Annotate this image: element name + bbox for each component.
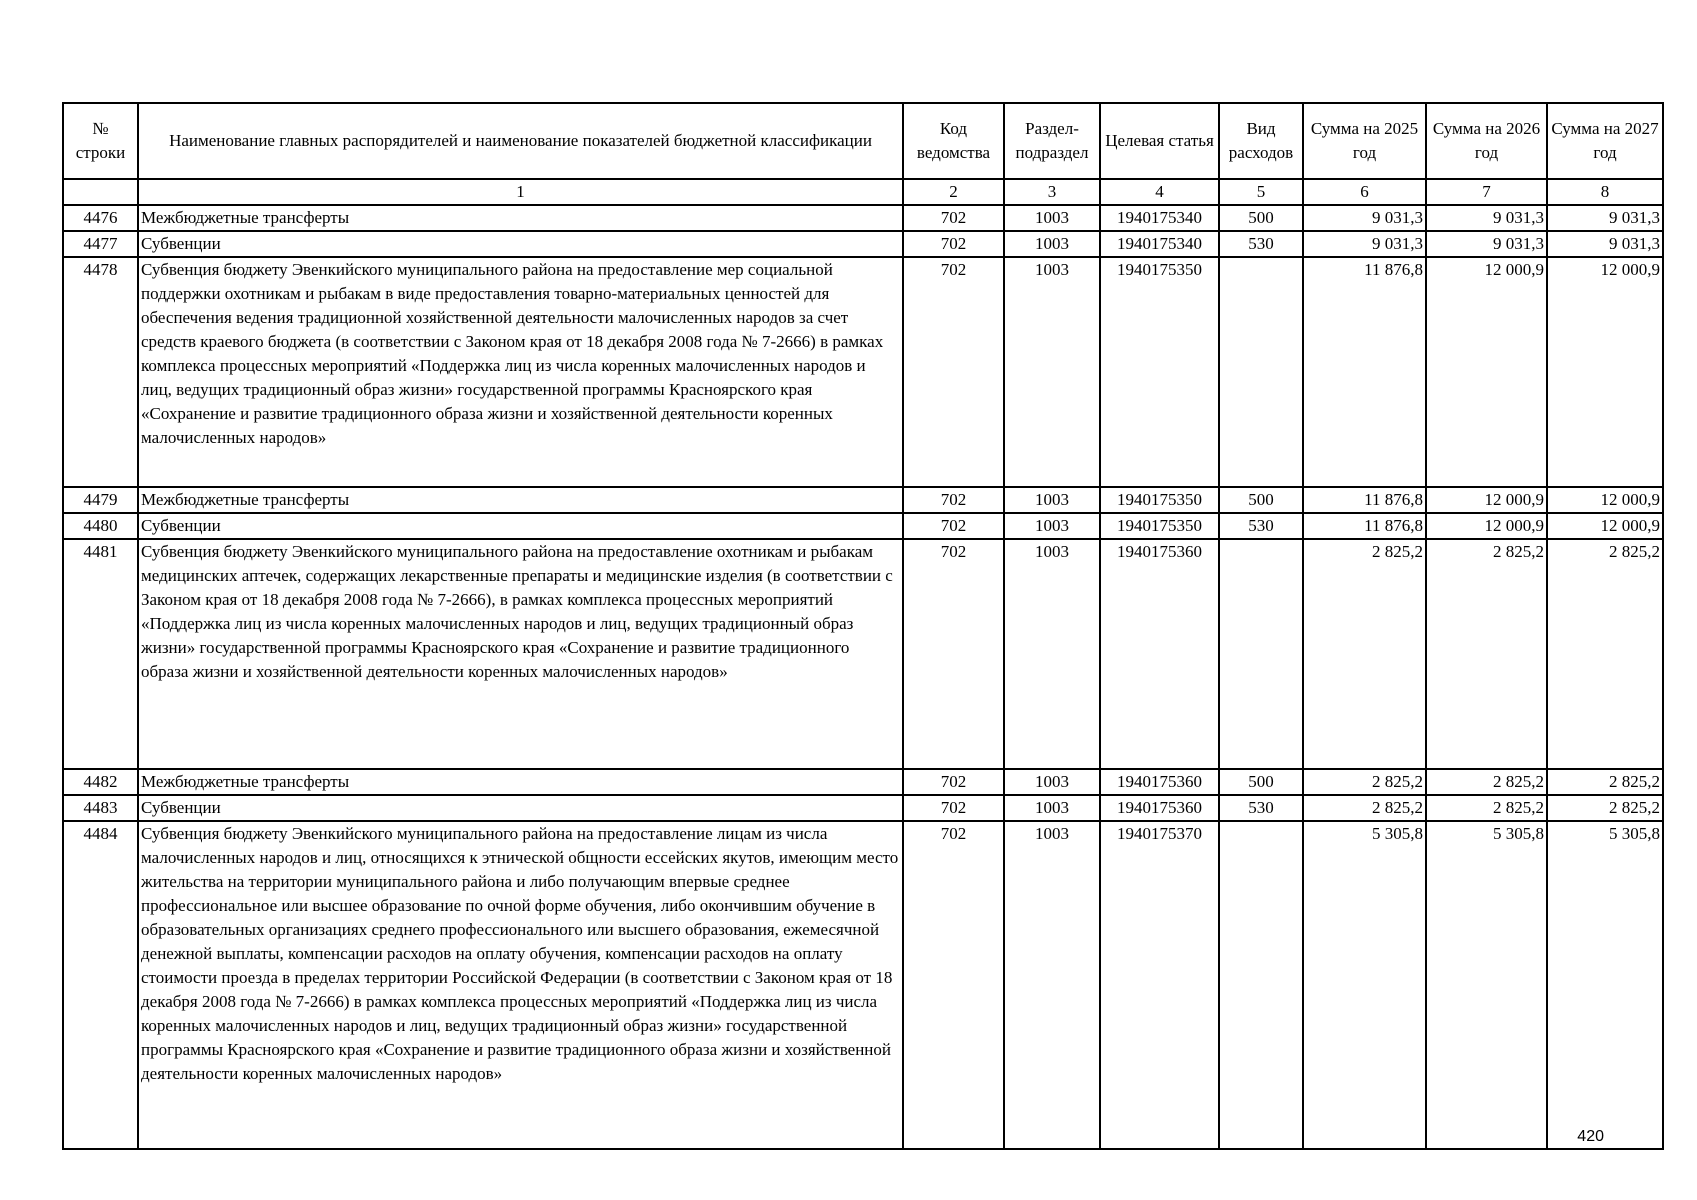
column-index: 3 <box>1004 179 1100 205</box>
row-number: 4476 <box>63 205 138 231</box>
table-row <box>63 513 1663 539</box>
row-dept-code: 702 <box>903 231 1004 257</box>
row-sum-2027: 12 000,9 <box>1547 487 1663 513</box>
row-sum-2025: 11 876,8 <box>1303 487 1426 513</box>
column-index: 2 <box>903 179 1004 205</box>
header-section: Раздел-подраздел <box>1004 103 1100 179</box>
row-sum-2027: 12 000,9 <box>1547 513 1663 539</box>
row-sum-2027: 2 825,2 <box>1547 539 1663 769</box>
row-exp-type: 530 <box>1219 795 1303 821</box>
header-dept-code: Код ведомства <box>903 103 1004 179</box>
row-dept-code: 702 <box>903 205 1004 231</box>
header-name: Наименование главных распорядителей и наименование показателей бюджетной классификации <box>138 103 903 179</box>
row-exp-type: 500 <box>1219 487 1303 513</box>
row-number: 4482 <box>63 769 138 795</box>
row-section: 1003 <box>1004 257 1100 487</box>
row-target: 1940175370 <box>1100 821 1219 1149</box>
row-exp-type: 530 <box>1219 231 1303 257</box>
row-sum-2027: 2 825,2 <box>1547 795 1663 821</box>
row-sum-2026: 2 825,2 <box>1426 769 1547 795</box>
row-target: 1940175350 <box>1100 513 1219 539</box>
row-sum-2025: 9 031,3 <box>1303 231 1426 257</box>
row-exp-type <box>1219 821 1303 1149</box>
row-dept-code: 702 <box>903 487 1004 513</box>
row-exp-type <box>1219 539 1303 769</box>
row-section: 1003 <box>1004 539 1100 769</box>
row-target: 1940175360 <box>1100 539 1219 769</box>
row-sum-2027: 9 031,3 <box>1547 205 1663 231</box>
row-exp-type: 500 <box>1219 769 1303 795</box>
row-dept-code: 702 <box>903 257 1004 487</box>
table-row <box>63 257 1663 487</box>
row-section: 1003 <box>1004 205 1100 231</box>
row-number: 4478 <box>63 257 138 487</box>
row-sum-2026: 12 000,9 <box>1426 487 1547 513</box>
page-number: 420 <box>1577 1128 1604 1145</box>
row-number: 4480 <box>63 513 138 539</box>
row-dept-code: 702 <box>903 539 1004 769</box>
row-target: 1940175360 <box>1100 769 1219 795</box>
header-row-no: № строки <box>63 103 138 179</box>
row-section: 1003 <box>1004 821 1100 1149</box>
row-dept-code: 702 <box>903 769 1004 795</box>
row-sum-2025: 5 305,8 <box>1303 821 1426 1149</box>
row-name: Субвенция бюджету Эвенкийского муниципального района на предоставление лицам из числа малочисленных народов и лиц, относящихся к этнической общности ессейских якутов, имеющим место жительства на территории муниципального района и либо получающим впервые среднее профессиональное или высшее образование по очной форме обучения, либо окончившим обучение в образовательных организациях среднего профессионального или высшего образования, ежемесячной денежной выплаты, компенсации расходов на оплату обучения, компенсации расходов на оплату стоимости проезда в пределах территории Российской Федерации (в соответствии с Законом края от 18 декабря 2008 года № 7-2666) в рамках комплекса процессных мероприятий «Поддержка лиц из числа коренных малочисленных народов и лиц, ведущих традиционный образ жизни» государственной программы Красноярского края «Сохранение и развитие традиционного образа жизни и хозяйственной деятельности коренных малочисленных народов» <box>138 821 903 1149</box>
row-dept-code: 702 <box>903 513 1004 539</box>
row-sum-2025: 2 825,2 <box>1303 795 1426 821</box>
row-number: 4479 <box>63 487 138 513</box>
header-target: Целевая статья <box>1100 103 1219 179</box>
row-sum-2026: 9 031,3 <box>1426 231 1547 257</box>
row-target: 1940175350 <box>1100 257 1219 487</box>
row-name: Субвенция бюджету Эвенкийского муниципального района на предоставление мер социальной поддержки охотникам и рыбакам в виде предоставления товарно-материальных ценностей для обеспечения ведения традиционной хозяйственной деятельности малочисленных народов за счет средств краевого бюджета (в соответствии с Законом края от 18 декабря 2008 года № 7-2666) в рамках комплекса процессных мероприятий «Поддержка лиц из числа коренных малочисленных народов и лиц, ведущих традиционный образ жизни» государственной программы Красноярского края «Сохранение и развитие традиционного образа жизни и хозяйственной деятельности коренных малочисленных народов» <box>138 257 903 487</box>
row-name: Субвенции <box>138 513 903 539</box>
row-sum-2025: 11 876,8 <box>1303 257 1426 487</box>
row-target: 1940175340 <box>1100 231 1219 257</box>
row-sum-2027: 12 000,9 <box>1547 257 1663 487</box>
row-section: 1003 <box>1004 513 1100 539</box>
table-row <box>63 795 1663 821</box>
row-sum-2025: 2 825,2 <box>1303 769 1426 795</box>
header-row <box>63 103 1663 179</box>
row-target: 1940175360 <box>1100 795 1219 821</box>
column-index: 5 <box>1219 179 1303 205</box>
column-index: 4 <box>1100 179 1219 205</box>
row-target: 1940175350 <box>1100 487 1219 513</box>
column-index <box>63 179 138 205</box>
row-sum-2026: 2 825,2 <box>1426 539 1547 769</box>
table-row <box>63 821 1663 1149</box>
row-section: 1003 <box>1004 769 1100 795</box>
row-sum-2027: 5 305,8 <box>1547 821 1663 1149</box>
column-index: 1 <box>138 179 903 205</box>
row-exp-type: 500 <box>1219 205 1303 231</box>
row-sum-2027: 9 031,3 <box>1547 231 1663 257</box>
table-row <box>63 231 1663 257</box>
row-exp-type <box>1219 257 1303 487</box>
row-name: Субвенции <box>138 795 903 821</box>
table-row <box>63 487 1663 513</box>
column-index-row <box>63 179 1663 205</box>
row-dept-code: 702 <box>903 795 1004 821</box>
header-exp-type: Вид расходов <box>1219 103 1303 179</box>
row-exp-type: 530 <box>1219 513 1303 539</box>
row-name: Межбюджетные трансферты <box>138 769 903 795</box>
header-sum-2027: Сумма на 2027 год <box>1547 103 1663 179</box>
row-name: Межбюджетные трансферты <box>138 487 903 513</box>
row-section: 1003 <box>1004 231 1100 257</box>
header-sum-2026: Сумма на 2026 год <box>1426 103 1547 179</box>
row-sum-2026: 2 825,2 <box>1426 795 1547 821</box>
row-sum-2026: 12 000,9 <box>1426 257 1547 487</box>
row-dept-code: 702 <box>903 821 1004 1149</box>
row-sum-2026: 9 031,3 <box>1426 205 1547 231</box>
table-row <box>63 539 1663 769</box>
column-index: 6 <box>1303 179 1426 205</box>
row-sum-2025: 11 876,8 <box>1303 513 1426 539</box>
row-section: 1003 <box>1004 487 1100 513</box>
row-number: 4477 <box>63 231 138 257</box>
table-row <box>63 205 1663 231</box>
row-name: Межбюджетные трансферты <box>138 205 903 231</box>
row-sum-2026: 12 000,9 <box>1426 513 1547 539</box>
row-name: Субвенция бюджету Эвенкийского муниципального района на предоставление охотникам и рыбакам медицинских аптечек, содержащих лекарственные препараты и медицинские изделия (в соответствии с Законом края от 18 декабря 2008 года № 7-2666), в рамках комплекса процессных мероприятий «Поддержка лиц из числа коренных малочисленных народов и лиц, ведущих традиционный образ жизни» государственной программы Красноярского края «Сохранение и развитие традиционного образа жизни и хозяйственной деятельности коренных малочисленных народов» <box>138 539 903 769</box>
row-target: 1940175340 <box>1100 205 1219 231</box>
row-number: 4481 <box>63 539 138 769</box>
row-number: 4484 <box>63 821 138 1149</box>
column-index: 7 <box>1426 179 1547 205</box>
row-sum-2026: 5 305,8 <box>1426 821 1547 1149</box>
row-name: Субвенции <box>138 231 903 257</box>
header-sum-2025: Сумма на 2025 год <box>1303 103 1426 179</box>
row-section: 1003 <box>1004 795 1100 821</box>
column-index: 8 <box>1547 179 1663 205</box>
row-number: 4483 <box>63 795 138 821</box>
row-sum-2025: 9 031,3 <box>1303 205 1426 231</box>
budget-table <box>62 102 1664 1150</box>
row-sum-2025: 2 825,2 <box>1303 539 1426 769</box>
table-row <box>63 769 1663 795</box>
row-sum-2027: 2 825,2 <box>1547 769 1663 795</box>
